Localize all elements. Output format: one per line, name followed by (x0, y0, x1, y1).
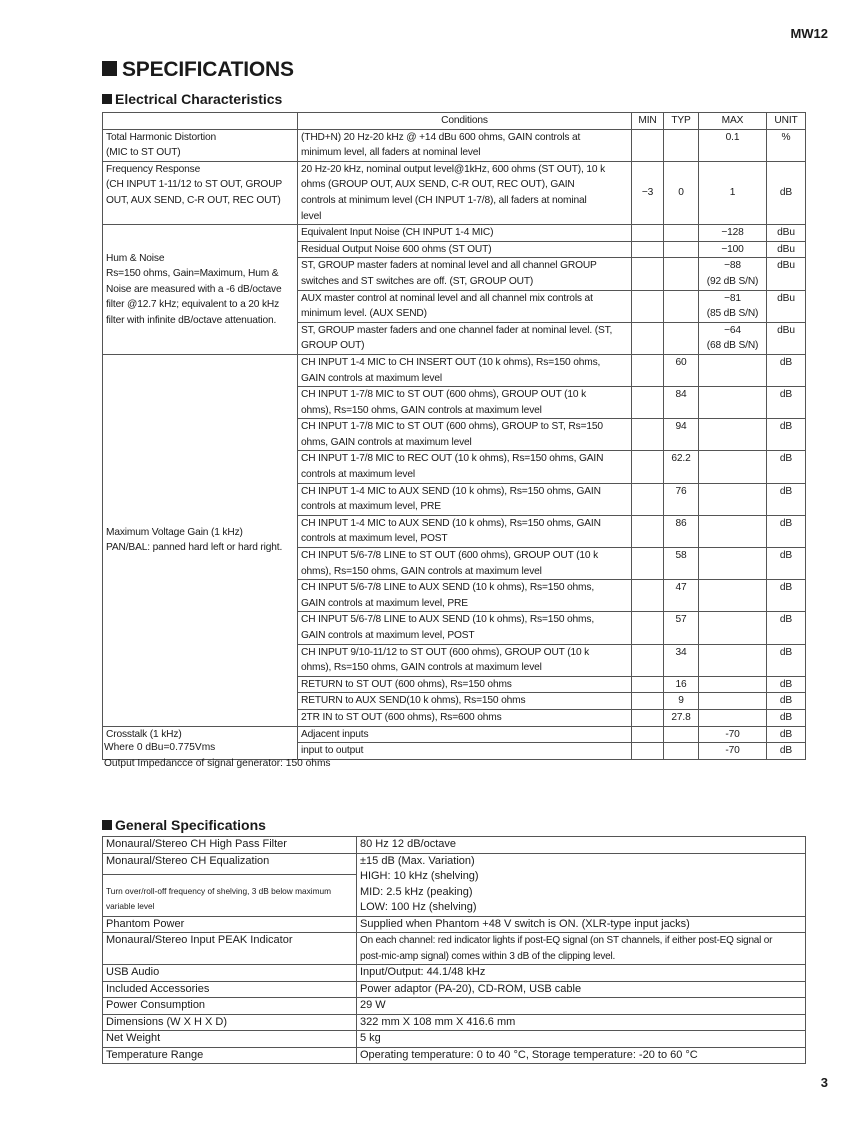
typ-cell (664, 225, 699, 242)
min-cell (632, 612, 664, 644)
unit-cell: dB (767, 451, 806, 483)
unit-cell: dB (767, 644, 806, 676)
min-cell (632, 290, 664, 322)
max-voltage-gain-item (103, 354, 298, 726)
item-text: filter with infinite dB/octave attenuation. (106, 314, 277, 326)
table-row (103, 837, 806, 854)
condition-cell: 2TR IN to ST OUT (600 ohms), Rs=600 ohms (298, 709, 632, 726)
condition-text: controls at minimum level (CH INPUT 1-7/8), all faders at nominal (301, 194, 587, 206)
spec-value: 322 mm X 108 mm X 416.6 mm (357, 1014, 806, 1031)
max-value: −64 (724, 324, 741, 336)
table-row (103, 916, 806, 933)
max-cell (699, 354, 767, 386)
condition-cell (298, 483, 632, 515)
note-text: Where 0 dBu=0.775Vms (104, 742, 216, 753)
item-text: Noise are measured with a -6 dB/octave (106, 283, 282, 295)
item-text: filter @12.7 kHz; equivalent to a 20 kHz (106, 299, 280, 311)
square-bullet-icon (102, 94, 112, 104)
spec-value: Operating temperature: 0 to 40 °C, Storage temperature: -20 to 60 °C (357, 1047, 806, 1064)
crosstalk-item: Crosstalk (1 kHz) (103, 726, 298, 759)
snr-value: (92 dB S/N) (706, 275, 759, 287)
spec-value (357, 933, 806, 965)
max-cell: −128 (699, 225, 767, 242)
spec-label: Monaural/Stereo Input PEAK Indicator (103, 933, 357, 965)
condition-cell (298, 580, 632, 612)
max-cell (699, 515, 767, 547)
condition-cell (298, 290, 632, 322)
min-cell (632, 709, 664, 726)
table-notes (104, 740, 331, 772)
condition-text: GAIN controls at maximum level, POST (301, 630, 475, 641)
max-header: MAX (699, 113, 767, 130)
condition-cell: Equivalent Input Noise (CH INPUT 1-4 MIC) (298, 225, 632, 242)
spec-label: USB Audio (103, 965, 357, 982)
condition-text: ST, GROUP master faders at nominal level and all channel GROUP (301, 260, 597, 272)
typ-cell (664, 322, 699, 354)
spec-label: Monaural/Stereo CH High Pass Filter (103, 837, 357, 854)
max-cell (699, 290, 767, 322)
eq-note-text: variable level (106, 901, 155, 911)
unit-cell: % (767, 129, 806, 161)
max-cell (699, 612, 767, 644)
eq-note-text: Turn over/roll-off frequency of shelving, 3 dB below maximum (106, 885, 332, 896)
freq-conditions (298, 161, 632, 224)
eq-note (103, 874, 357, 916)
min-cell (632, 676, 664, 693)
max-cell (699, 676, 767, 693)
max-value: −88 (724, 260, 741, 272)
unit-cell: dB (767, 580, 806, 612)
page-number: 3 (820, 1075, 828, 1090)
condition-text: minimum level. (AUX SEND) (301, 308, 427, 320)
typ-cell: 57 (664, 612, 699, 644)
page-title (102, 58, 294, 82)
max-cell (699, 644, 767, 676)
item-text: Frequency Response (106, 163, 201, 175)
table-row (103, 1031, 806, 1048)
unit-cell: dB (767, 483, 806, 515)
table-row (103, 1047, 806, 1064)
item-text: PAN/BAL: panned hard left or hard right. (106, 542, 283, 554)
min-cell (632, 225, 664, 242)
electrical-heading (102, 91, 282, 107)
item-text: (MIC to ST OUT) (106, 147, 181, 159)
condition-text: CH INPUT 1-7/8 MIC to ST OUT (600 ohms), GROUP to ST, Rs=150 (301, 421, 603, 433)
condition-cell (298, 322, 632, 354)
table-row (103, 225, 806, 242)
spec-label: Phantom Power (103, 916, 357, 933)
condition-cell (298, 354, 632, 386)
condition-text: ST, GROUP master faders and one channel fader at nominal level. (ST, (301, 324, 613, 336)
condition-cell (298, 258, 632, 290)
unit-cell: dBu (767, 258, 806, 290)
note-text: Output Impedancce of signal generator: 150 ohms (104, 758, 331, 769)
unit-header: UNIT (767, 113, 806, 130)
thd-conditions (298, 129, 632, 161)
condition-text: AUX master control at nominal level and all channel mix controls at (301, 292, 593, 304)
condition-cell (298, 451, 632, 483)
spec-value: Supplied when Phantom +48 V switch is ON. (XLR-type input jacks) (357, 916, 806, 933)
unit-cell: dBu (767, 290, 806, 322)
typ-cell: 76 (664, 483, 699, 515)
condition-cell (298, 387, 632, 419)
min-cell (632, 483, 664, 515)
min-header: MIN (632, 113, 664, 130)
typ-cell: 9 (664, 693, 699, 710)
max-cell: −100 (699, 241, 767, 258)
typ-cell: 86 (664, 515, 699, 547)
max-cell (699, 709, 767, 726)
min-cell (632, 644, 664, 676)
unit-cell: dB (767, 515, 806, 547)
peak-value: On each channel: red indicator lights if post-EQ signal (on ST channels, if either post-EQ signal or (360, 935, 773, 946)
typ-cell: 94 (664, 419, 699, 451)
condition-text: controls at maximum level, PRE (301, 501, 441, 513)
typ-cell (664, 258, 699, 290)
max-cell: -70 (699, 743, 767, 760)
min-cell (632, 419, 664, 451)
typ-cell (664, 290, 699, 322)
condition-text: level (301, 210, 322, 222)
model-name: MW12 (790, 26, 828, 41)
condition-text: CH INPUT 5/6-7/8 LINE to AUX SEND (10 k ohms), Rs=150 ohms, (301, 582, 595, 594)
condition-cell: input to output (298, 743, 632, 760)
eq-value: ±15 dB (Max. Variation) (360, 854, 475, 867)
min-cell (632, 726, 664, 743)
eq-value: MID: 2.5 kHz (peaking) (360, 885, 473, 898)
min-cell (632, 322, 664, 354)
table-row (103, 998, 806, 1015)
item-text: Total Harmonic Distortion (106, 131, 217, 143)
max-cell: 0.1 (699, 129, 767, 161)
unit-cell: dB (767, 419, 806, 451)
typ-header: TYP (664, 113, 699, 130)
max-cell (699, 580, 767, 612)
table-row (103, 933, 806, 965)
general-heading (102, 817, 266, 833)
item-text: Maximum Voltage Gain (1 kHz) (106, 526, 243, 538)
typ-cell (664, 726, 699, 743)
typ-cell (664, 743, 699, 760)
max-cell: 1 (699, 161, 767, 224)
max-cell (699, 322, 767, 354)
unit-cell: dB (767, 676, 806, 693)
unit-cell: dB (767, 387, 806, 419)
spec-label: Net Weight (103, 1031, 357, 1048)
min-cell (632, 451, 664, 483)
condition-text: (THD+N) 20 Hz-20 kHz @ +14 dBu 600 ohms, GAIN controls at (301, 131, 581, 143)
condition-text: ohms), Rs=150 ohms, GAIN controls at maximum level (301, 662, 542, 674)
typ-cell: 84 (664, 387, 699, 419)
condition-text: CH INPUT 1-4 MIC to AUX SEND (10 k ohms), Rs=150 ohms, GAIN (301, 517, 601, 529)
min-cell (632, 129, 664, 161)
spec-label: Dimensions (W X H X D) (103, 1014, 357, 1031)
unit-cell: dBu (767, 225, 806, 242)
typ-cell: 16 (664, 676, 699, 693)
min-cell: −3 (632, 161, 664, 224)
condition-text: ohms), Rs=150 ohms, GAIN controls at maximum level (301, 404, 542, 416)
unit-cell: dB (767, 726, 806, 743)
spec-label: Temperature Range (103, 1047, 357, 1064)
spec-value: Power adaptor (PA-20), CD-ROM, USB cable (357, 981, 806, 998)
condition-cell (298, 515, 632, 547)
square-bullet-icon (102, 820, 112, 830)
max-cell (699, 451, 767, 483)
condition-cell (298, 612, 632, 644)
condition-text: CH INPUT 1-7/8 MIC to ST OUT (600 ohms), GROUP OUT (10 k (301, 389, 587, 401)
condition-cell: RETURN to AUX SEND(10 k ohms), Rs=150 ohms (298, 693, 632, 710)
eq-value: LOW: 100 Hz (shelving) (360, 901, 477, 913)
conditions-header: Conditions (298, 113, 632, 130)
spec-value: 80 Hz 12 dB/octave (357, 837, 806, 854)
condition-text: CH INPUT 5/6-7/8 LINE to AUX SEND (10 k ohms), Rs=150 ohms, (301, 614, 595, 626)
electrical-characteristics-table (102, 112, 806, 760)
unit-cell: dB (767, 612, 806, 644)
blank-header-cell (103, 113, 298, 130)
condition-text: switches and ST switches are off. (ST, GROUP OUT) (301, 275, 534, 287)
condition-text: CH INPUT 1-4 MIC to AUX SEND (10 k ohms), Rs=150 ohms, GAIN (301, 485, 601, 497)
typ-cell: 62.2 (664, 451, 699, 483)
condition-text: CH INPUT 9/10-11/12 to ST OUT (600 ohms), GROUP OUT (10 k (301, 646, 590, 658)
condition-cell (298, 419, 632, 451)
condition-text: minimum level, all faders at nominal level (301, 147, 481, 159)
general-heading-text: General Specifications (115, 817, 266, 833)
hum-noise-item (103, 225, 298, 355)
spec-value: Input/Output: 44.1/48 kHz (357, 965, 806, 982)
table-row (103, 1014, 806, 1031)
snr-value: (68 dB S/N) (706, 340, 759, 352)
typ-cell: 58 (664, 548, 699, 580)
min-cell (632, 241, 664, 258)
freq-item (103, 161, 298, 224)
condition-cell: Adjacent inputs (298, 726, 632, 743)
table-row (103, 354, 806, 386)
typ-cell: 47 (664, 580, 699, 612)
typ-cell (664, 129, 699, 161)
condition-text: ohms), Rs=150 ohms, GAIN controls at maximum level (301, 565, 542, 577)
max-cell (699, 258, 767, 290)
condition-cell: Residual Output Noise 600 ohms (ST OUT) (298, 241, 632, 258)
spec-label: Monaural/Stereo CH Equalization (103, 853, 357, 874)
electrical-heading-text: Electrical Characteristics (115, 91, 283, 107)
min-cell (632, 515, 664, 547)
condition-text: GROUP OUT) (301, 340, 365, 352)
thd-item (103, 129, 298, 161)
unit-cell: dB (767, 161, 806, 224)
min-cell (632, 258, 664, 290)
general-specifications-table (102, 836, 806, 1064)
min-cell (632, 580, 664, 612)
condition-cell (298, 644, 632, 676)
condition-cell: RETURN to ST OUT (600 ohms), Rs=150 ohms (298, 676, 632, 693)
spec-label: Included Accessories (103, 981, 357, 998)
max-cell (699, 548, 767, 580)
unit-cell: dB (767, 709, 806, 726)
typ-cell: 34 (664, 644, 699, 676)
condition-cell (298, 548, 632, 580)
max-cell (699, 419, 767, 451)
item-text: (CH INPUT 1-11/12 to ST OUT, GROUP (106, 179, 283, 191)
typ-cell: 0 (664, 161, 699, 224)
unit-cell: dB (767, 693, 806, 710)
min-cell (632, 354, 664, 386)
typ-cell: 60 (664, 354, 699, 386)
spec-label: Power Consumption (103, 998, 357, 1015)
condition-text: CH INPUT 1-4 MIC to CH INSERT OUT (10 k ohms), Rs=150 ohms, (301, 356, 601, 368)
page-title-text: SPECIFICATIONS (122, 58, 294, 81)
max-cell (699, 693, 767, 710)
spec-value: 5 kg (357, 1031, 806, 1048)
snr-value: (85 dB S/N) (706, 308, 759, 320)
condition-text: CH INPUT 1-7/8 MIC to REC OUT (10 k ohms), Rs=150 ohms, GAIN (301, 453, 604, 465)
max-cell (699, 483, 767, 515)
unit-cell: dB (767, 743, 806, 760)
unit-cell: dBu (767, 241, 806, 258)
spec-value (357, 853, 806, 916)
table-row (103, 129, 806, 161)
square-bullet-icon (102, 61, 117, 76)
table-row (103, 161, 806, 224)
unit-cell: dB (767, 354, 806, 386)
min-cell (632, 548, 664, 580)
max-cell (699, 387, 767, 419)
table-row (103, 965, 806, 982)
min-cell (632, 743, 664, 760)
item-text: OUT, AUX SEND, C-R OUT, REC OUT) (106, 194, 281, 206)
condition-text: 20 Hz-20 kHz, nominal output level@1kHz, 600 ohms (ST OUT), 10 k (301, 163, 606, 175)
condition-text: CH INPUT 5/6-7/8 LINE to ST OUT (600 ohms), GROUP OUT (10 k (301, 550, 599, 562)
eq-value: HIGH: 10 kHz (shelving) (360, 870, 479, 882)
spec-value: 29 W (357, 998, 806, 1015)
min-cell (632, 387, 664, 419)
condition-text: GAIN controls at maximum level, PRE (301, 597, 468, 609)
max-value: −81 (724, 292, 741, 304)
table-row (103, 853, 806, 874)
item-text: Hum & Noise (106, 252, 165, 264)
table-header-row (103, 113, 806, 130)
condition-text: controls at maximum level (301, 469, 416, 481)
typ-cell (664, 241, 699, 258)
condition-text: GAIN controls at maximum level (301, 372, 442, 384)
condition-text: controls at maximum level, POST (301, 533, 448, 545)
max-cell: -70 (699, 726, 767, 743)
condition-text: ohms, GAIN controls at maximum level (301, 436, 472, 448)
unit-cell: dBu (767, 322, 806, 354)
unit-cell: dB (767, 548, 806, 580)
condition-text: ohms (GROUP OUT, AUX SEND, C-R OUT, REC OUT), GAIN (301, 179, 575, 191)
item-text: Rs=150 ohms, Gain=Maximum, Hum & (106, 268, 279, 280)
min-cell (632, 693, 664, 710)
peak-value: post-mic-amp signal) comes within 3 dB of the clipping level. (360, 950, 616, 962)
table-row (103, 981, 806, 998)
typ-cell: 27.8 (664, 709, 699, 726)
